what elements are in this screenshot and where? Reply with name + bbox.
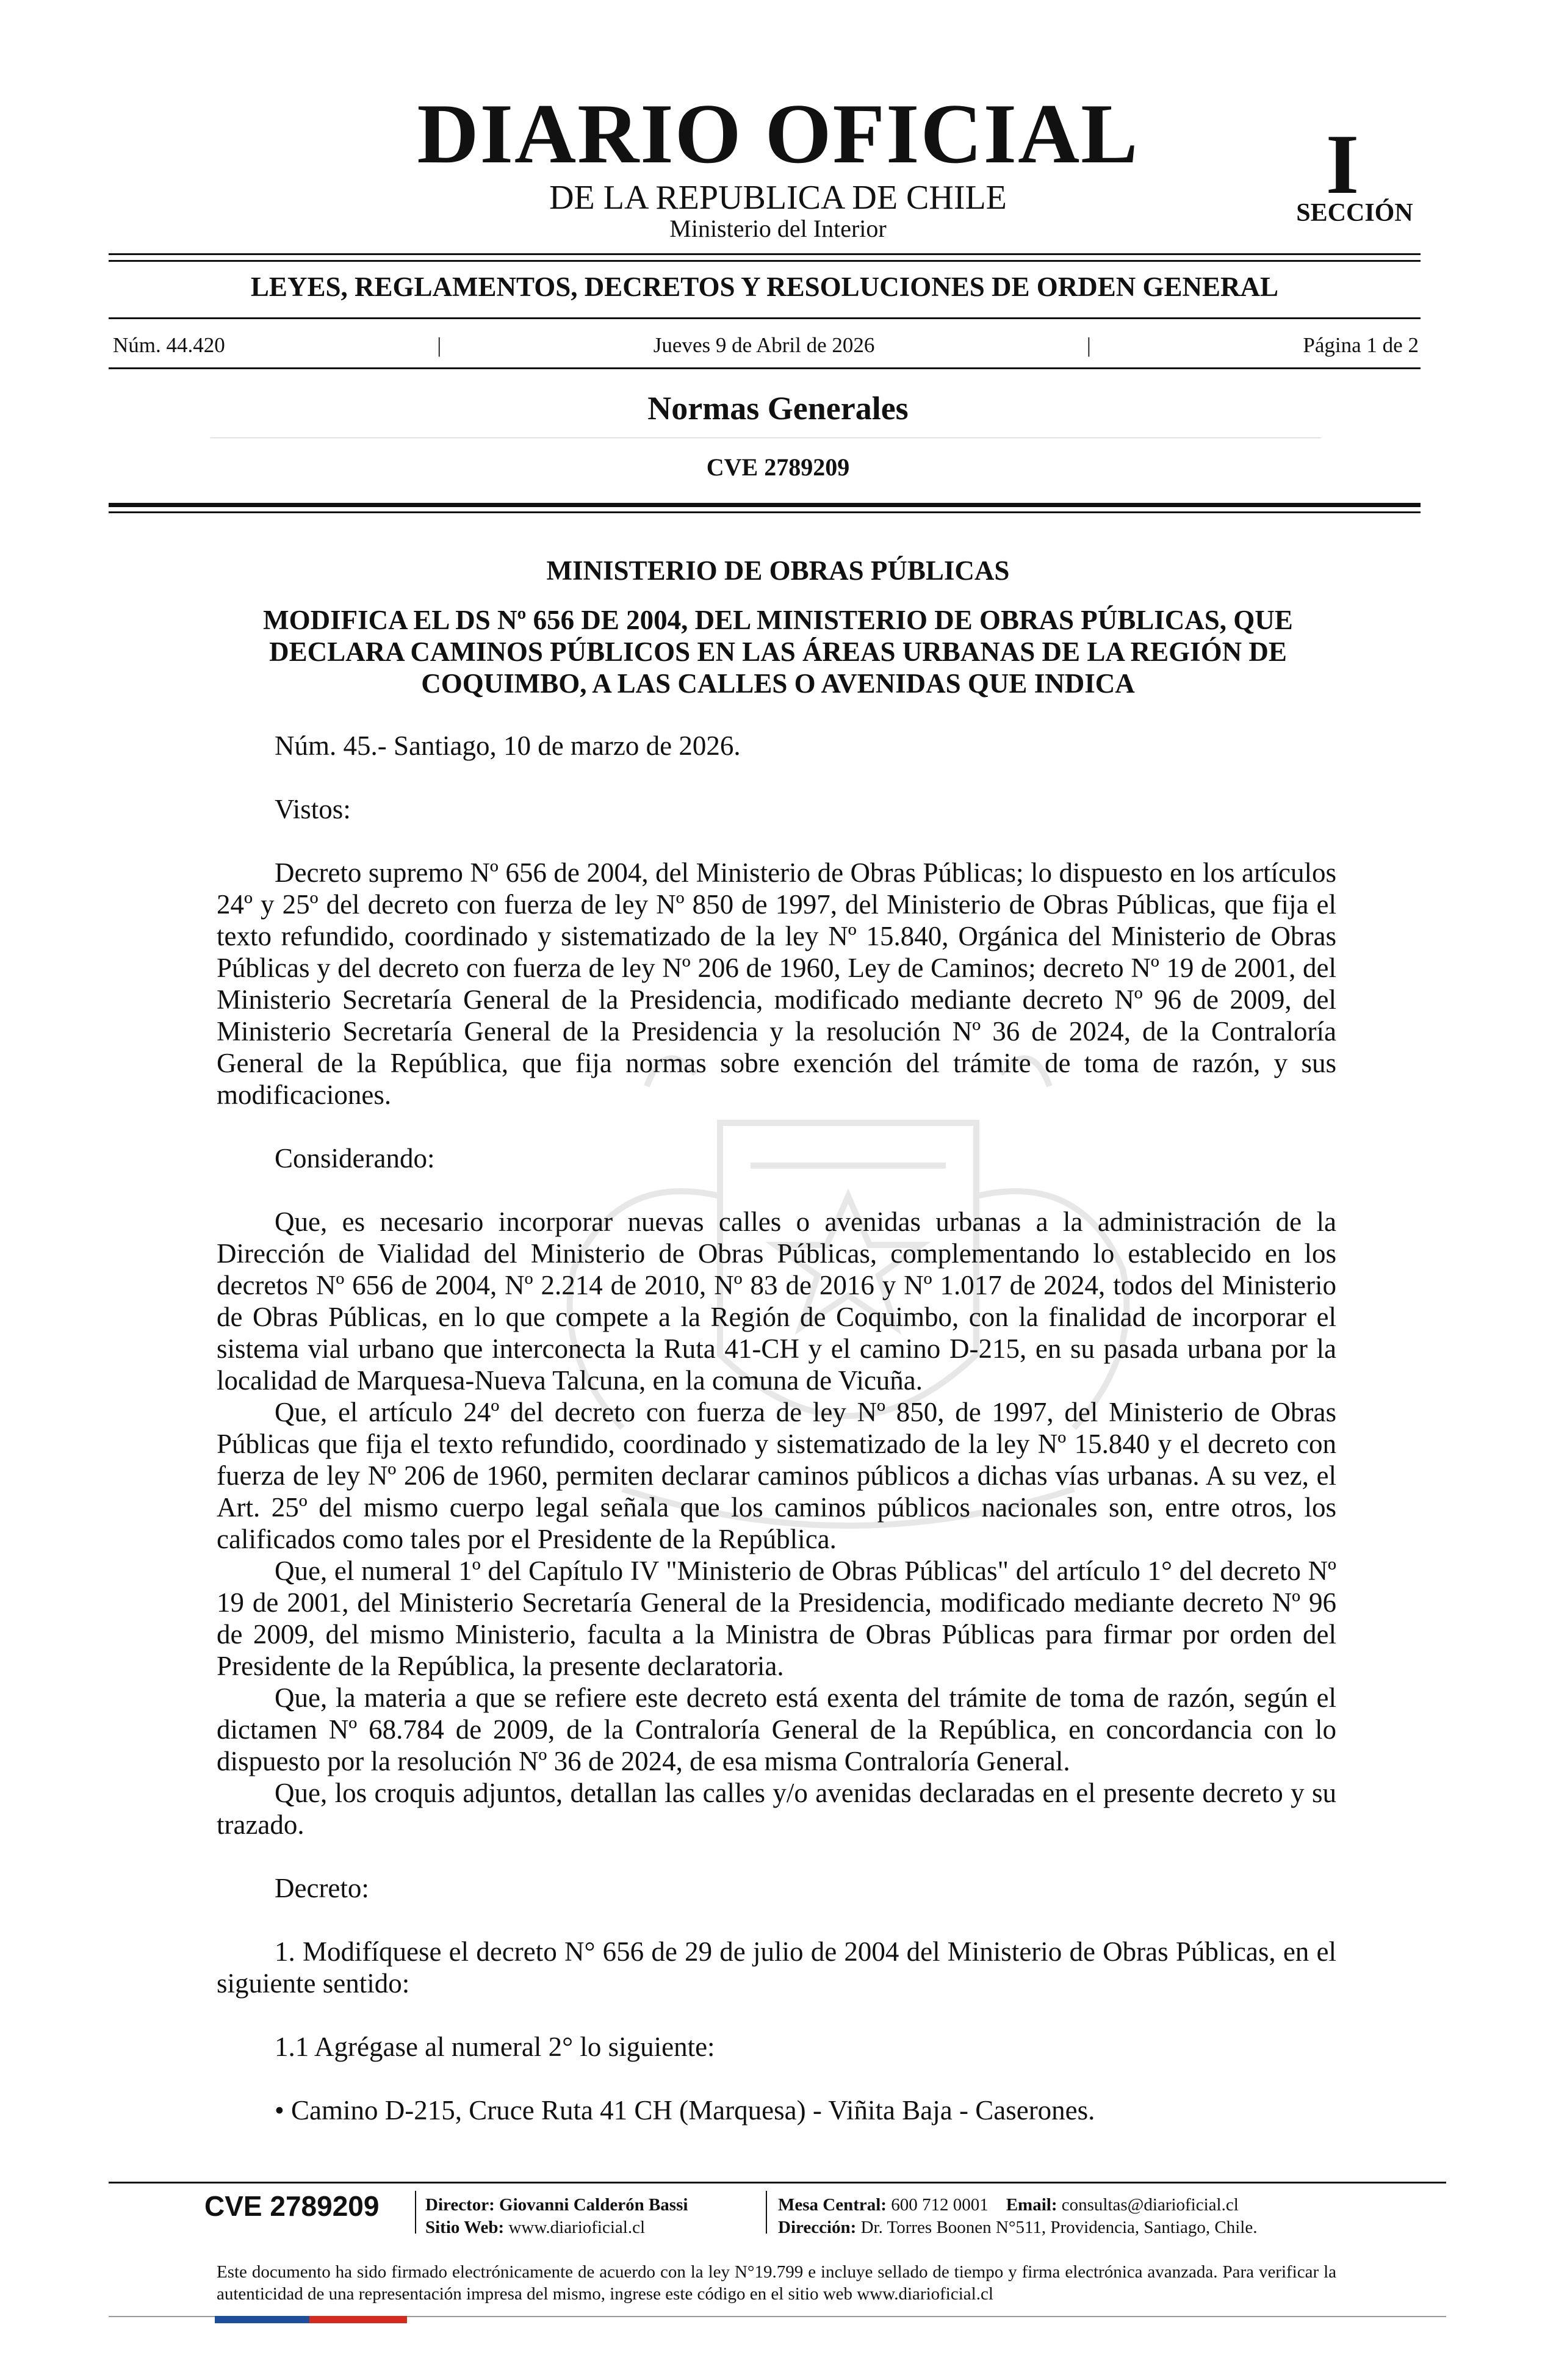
header-rule-mid	[109, 317, 1421, 319]
issue-number: Núm. 44.420	[113, 333, 225, 357]
header-rule-top	[109, 253, 1421, 255]
considerando-paragraph: Que, el artículo 24º del decreto con fuerza de ley Nº 850, de 1997, del Ministerio de Obras Públicas que fija el texto refundido, coordinado y sistematizado de la ley Nº 15.840 y el decreto con fuerza de ley Nº 206 de 1960, permiten declarar caminos públicos a dichas vías urbanas. A su vez, el Art. 25º del mismo cuerpo legal señala que los caminos públicos nacionales son, entre otros, los calificados como tales por el Presidente de la República.	[217, 1397, 1336, 1554]
email-link[interactable]: consultas@diarioficial.cl	[1061, 2195, 1239, 2215]
considerando-paragraph: Que, es necesario incorporar nuevas calles o avenidas urbanas a la administración de la Dirección de Vialidad del Ministerio de Obras Públicas, complementando lo establecido en los decretos Nº 656 de 2004, Nº 2.214 de 2010, Nº 83 de 2016 y Nº 1.017 de 2024, todos del Ministerio de Obras Públicas, en lo que compete a la Región de Coquimbo, con la finalidad de incorporar el sistema vial urbano que interconecta la Ruta 41-CH y el camino D-215, en su pasada urbana por la localidad de Marquesa-Nueva Talcuna, en la comuna de Vicuña.	[217, 1206, 1336, 1396]
vistos-paragraph: Decreto supremo Nº 656 de 2004, del Ministerio de Obras Públicas; lo dispuesto en los artículos 24º y 25º del decreto con fuerza de ley Nº 850 de 1997, del Ministerio de Obras Públicas, que fija el texto refundido, coordinado y sistematizado de la ley Nº 15.840, Orgánica del Ministerio de Obras Públicas y del decreto con fuerza de ley Nº 206 de 1960, Ley de Caminos; decreto Nº 19 de 2001, del Ministerio Secretaría General de la Presidencia, modificado mediante decreto Nº 96 de 2009, del Ministerio Secretaría General de la Presidencia y la resolución Nº 36 de 2024, de la Contraloría General de la República, que fija normas sobre exención del trámite de toma de razón, y sus modificaciones.	[217, 857, 1336, 1110]
masthead-title: DIARIO OFICIAL	[417, 87, 1139, 181]
section-roman-numeral: I	[1325, 117, 1360, 212]
vistos-label: Vistos:	[275, 794, 351, 824]
footer-rule	[109, 2182, 1446, 2183]
footer-separator	[415, 2191, 416, 2234]
info-separator: |	[1086, 333, 1091, 357]
page-indicator: Página 1 de 2	[1303, 333, 1419, 357]
bullet-item: • Camino D-215, Cruce Ruta 41 CH (Marquesa) - Viñita Baja - Caserones.	[275, 2095, 1095, 2126]
document-title	[201, 604, 1355, 699]
article-1: 1. Modifíquese el decreto N° 656 de 29 de julio de 2004 del Ministerio de Obras Públicas, en el siguiente sentido:	[217, 1936, 1336, 1999]
masthead-subtitle: DE LA REPUBLICA DE CHILE	[549, 179, 1007, 217]
director-name: Giovanni Calderón Bassi	[499, 2195, 688, 2215]
footer-legal-notice: Este documento ha sido firmado electrónicamente de acuerdo con la ley N°19.799 e incluye sellado de tiempo y firma electrónica avanzada. Para verificar la autenticidad de una representación impresa del mismo, ingrese este código en el sitio web www.diarioficial.cl	[217, 2262, 1336, 2304]
issue-date: Jueves 9 de Abril de 2026	[653, 333, 875, 357]
masthead-ministry: Ministerio del Interior	[669, 215, 887, 242]
considerando-paragraph: Que, la materia a que se refiere este decreto está exenta del trámite de toma de razón, según el dictamen Nº 68.784 de 2009, de la Contraloría General de la República, en concordancia con lo dispuesto por la resolución Nº 36 de 2024, de esa misma Contraloría General.	[217, 1682, 1336, 1776]
content-rule-thick	[109, 503, 1421, 507]
issue-info-bar	[113, 334, 1419, 356]
mesa-central-phone: 600 712 0001	[891, 2195, 989, 2215]
footer-separator	[766, 2191, 767, 2234]
website-label: Sitio Web:	[425, 2218, 505, 2237]
ministry-heading: MINISTERIO DE OBRAS PÚBLICAS	[546, 555, 1010, 586]
section-label: SECCIÓN	[1296, 199, 1413, 227]
footer-contact-block	[778, 2194, 1257, 2239]
address-label: Dirección:	[778, 2218, 857, 2237]
considerando-paragraph: Que, el numeral 1º del Capítulo IV "Ministerio de Obras Públicas" del artículo 1° del decreto Nº 19 de 2001, del Ministerio Secretaría General de la Presidencia, modificado mediante decreto Nº 96 de 2009, del mismo Ministerio, faculta a la Ministra de Obras Públicas para firmar por orden del Presidente de la República, la presente declaratoria.	[217, 1556, 1336, 1681]
considerando-paragraph: Que, los croquis adjuntos, detallan las calles y/o avenidas declaradas en el presente decreto y su trazado.	[217, 1778, 1336, 1840]
footer-director-block	[425, 2194, 688, 2239]
header-rule-bottom	[109, 367, 1421, 369]
document-title-line: DECLARA CAMINOS PÚBLICOS EN LAS ÁREAS URBANAS DE LA REGIÓN DE	[269, 636, 1287, 667]
header-rule-top-2	[109, 260, 1421, 262]
director-label: Director:	[425, 2195, 495, 2215]
address-value: Dr. Torres Boonen N°511, Providencia, Santiago, Chile.	[860, 2218, 1258, 2237]
flag-stripe-red	[309, 2316, 407, 2323]
section-heading: Normas Generales	[647, 390, 909, 427]
decreto-label: Decreto:	[275, 1873, 369, 1903]
website-link[interactable]: www.diarioficial.cl	[508, 2218, 646, 2237]
decree-number-line: Núm. 45.- Santiago, 10 de marzo de 2026.	[275, 730, 741, 761]
info-separator: |	[437, 333, 442, 357]
cve-code: CVE 2789209	[706, 453, 850, 481]
band-title: LEYES, REGLAMENTOS, DECRETOS Y RESOLUCIONES DE ORDEN GENERAL	[250, 272, 1279, 302]
flag-stripe-blue	[215, 2316, 309, 2323]
email-label: Email:	[1006, 2195, 1057, 2215]
content-rule-thin	[109, 511, 1421, 513]
considerando-label: Considerando:	[275, 1143, 435, 1174]
document-title-line: COQUIMBO, A LAS CALLES O AVENIDAS QUE INDICA	[421, 668, 1135, 699]
document-title-line: MODIFICA EL DS Nº 656 DE 2004, DEL MINISTERIO DE OBRAS PÚBLICAS, QUE	[263, 605, 1293, 635]
document-body	[217, 730, 1336, 2126]
footer-cve-code: CVE 2789209	[204, 2190, 380, 2222]
article-1-1: 1.1 Agrégase al numeral 2° lo siguiente:	[275, 2032, 715, 2062]
mesa-central-label: Mesa Central:	[778, 2195, 887, 2215]
